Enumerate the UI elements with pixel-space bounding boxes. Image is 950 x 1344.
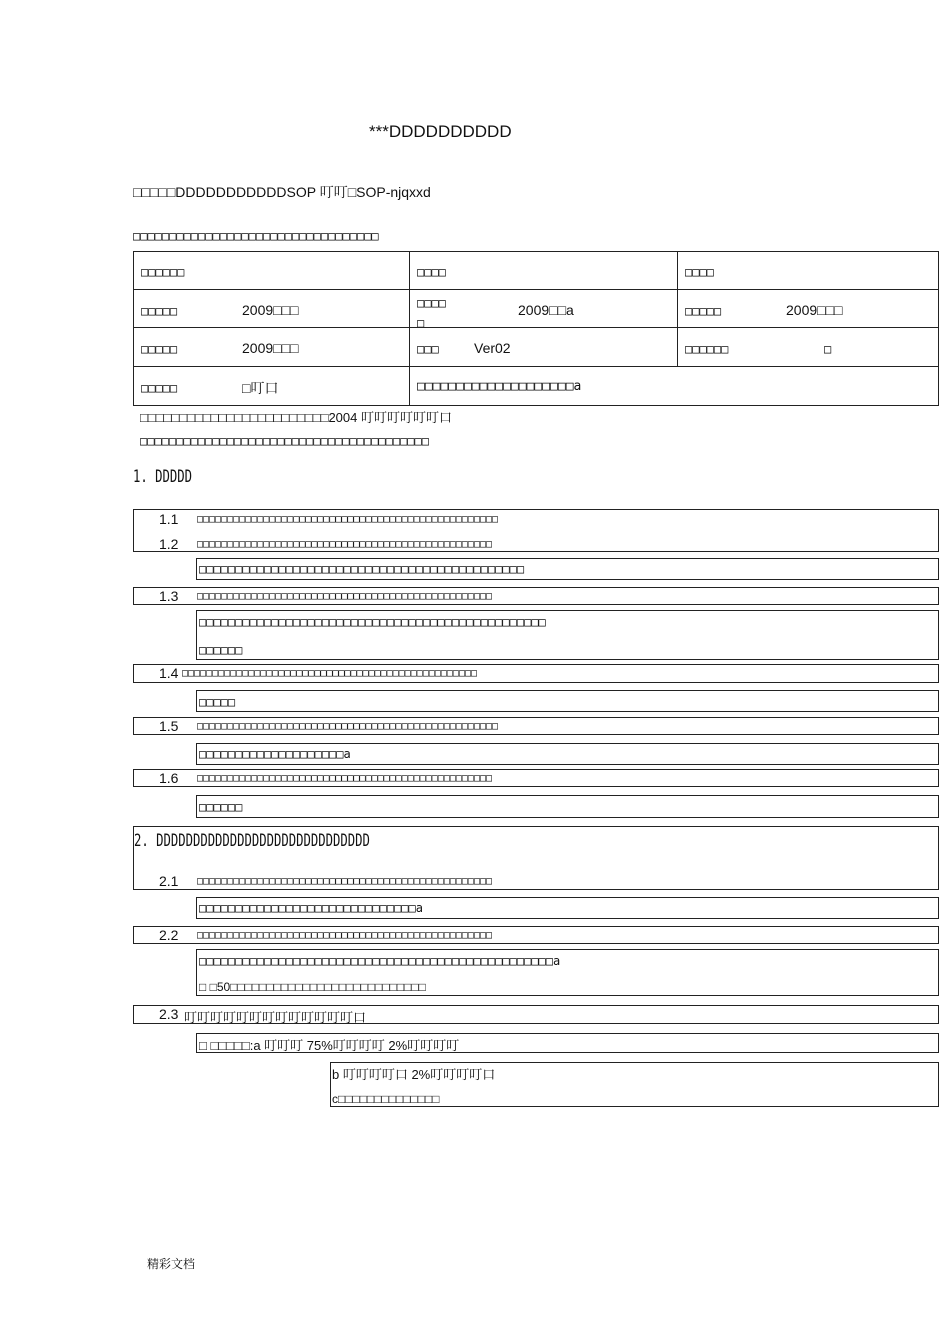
item-text: 叮叮叮叮叮叮叮叮叮叮叮叮叮口 (184, 1010, 367, 1025)
item-subtext: □□□□□□ (199, 643, 243, 657)
item-subtext: □□□□□□ (199, 800, 243, 814)
item-text: □□□□□□□□□□□□□□□□□□□□□□□□□□□□□□□□□□□□□□□□□□□□□□□□□ (197, 539, 493, 550)
cell-label: □□□□□ (141, 304, 178, 318)
info-cell (677, 251, 939, 290)
footer-text: 精彩文档 (147, 1257, 196, 1271)
item-text: □□□□□□□□□□□□□□□□□□□□□□□□□□□□□□□□□□□□□□□□□□□□□□□□□ (197, 930, 493, 941)
cell-value: Ver02 (474, 340, 511, 356)
info-cell (133, 251, 410, 290)
cell-label: □□□□□□□□□□□□□□□□□□□□a (417, 379, 582, 394)
info-cell (677, 289, 939, 328)
info-cell (133, 366, 410, 406)
cell-label: □□□□ (417, 265, 446, 279)
item-number: 2.2 (159, 927, 179, 943)
item-subtext: □□□□□□□□□□□□□□□□□□□□□□□□□□□□□□□□□□□□□□□□□□□□□□□□ (199, 615, 546, 629)
cell-label: □□□□ (417, 296, 446, 310)
list-item (133, 769, 939, 787)
cell-label: □□□□□ (141, 342, 178, 356)
document-title: ***DDDDDDDDDD (369, 122, 512, 141)
list-item-sub (196, 897, 939, 919)
item-number: 2.1 (159, 873, 179, 889)
item-number: 1.4 (159, 665, 179, 681)
info-cell (677, 327, 939, 367)
item-text: □□□□□□□□□□□□□□□□□□□□□□□□□□□□□□□□□□□□□□□□□□□□□□□□□ (182, 668, 478, 679)
info-cell (409, 251, 678, 290)
cell-value: □叮口 (242, 380, 279, 396)
list-item-group (133, 509, 939, 552)
info-cell (409, 327, 678, 367)
section-heading: 1. DDDDD (133, 467, 192, 487)
cell-value: 2009□□□ (242, 340, 299, 356)
item-subtext: c□□□□□□□□□□□□□□ (332, 1092, 440, 1106)
list-item-sub (196, 558, 939, 580)
list-item-sub (196, 1033, 939, 1053)
item-subtext: □□□□□□□□□□□□□□□□□□□□□□□□□□□□□□a (199, 901, 423, 915)
item-text: □□□□□□□□□□□□□□□□□□□□□□□□□□□□□□□□□□□□□□□□□□□□□□□□□ (197, 773, 493, 784)
info-cell (409, 366, 939, 406)
cell-value: 2009□□□ (786, 302, 843, 318)
item-subtext: □□□□□□□□□□□□□□□□□□□□□□□□□□□□□□□□□□□□□□□□□□□□□ (199, 562, 525, 576)
cell-value: 2009□□□ (242, 302, 299, 318)
item-number: 1.6 (159, 770, 179, 786)
item-subtext: □□□□□□□□□□□□□□□□□□□□a (199, 747, 351, 761)
table-caption: □□□□□□□□□□□□□□□□□□□□□□□□□□□□□□□□□□ (133, 229, 379, 243)
item-number: 1.5 (159, 718, 179, 734)
item-number: 2.3 (159, 1006, 179, 1022)
cell-label: □□□□ (685, 265, 714, 279)
list-item-sub (330, 1062, 939, 1107)
item-text: □□□□□□□□□□□□□□□□□□□□□□□□□□□□□□□□□□□□□□□□□□□□□□□□□ (197, 591, 493, 602)
info-cell (133, 327, 410, 367)
item-text: □□□□□□□□□□□□□□□□□□□□□□□□□□□□□□□□□□□□□□□□□□□□□□□□□ (197, 876, 493, 887)
cell-label-wrap: □ (417, 316, 425, 330)
cell-label: □□□□□ (141, 381, 178, 395)
item-text: □□□□□□□□□□□□□□□□□□□□□□□□□□□□□□□□□□□□□□□□□□□□□□□□□□ (197, 514, 499, 525)
info-cell (409, 289, 678, 328)
item-number: 1.3 (159, 588, 179, 604)
cell-label: □□□□□ (685, 304, 722, 318)
cell-label: □□□□□□ (685, 342, 729, 356)
cell-value: 2009□□a (518, 302, 574, 318)
item-subtext: □ □□□□□:a 叮叮叮 75%叮叮叮叮 2%叮叮叮叮 (199, 1038, 460, 1053)
list-item (133, 587, 939, 605)
cell-value: □ (824, 342, 832, 356)
list-item-sub (196, 690, 939, 712)
item-subtext: □□□□□ (199, 695, 236, 709)
cell-label: □□□□□□ (141, 265, 185, 279)
note-line: □□□□□□□□□□□□□□□□□□□□□□□□□□□□□□□□□□□□□□□□ (140, 434, 429, 448)
info-cell (133, 289, 410, 328)
list-item-sub (196, 610, 939, 660)
list-item (133, 926, 939, 944)
list-item (133, 717, 939, 735)
item-text: □□□□□□□□□□□□□□□□□□□□□□□□□□□□□□□□□□□□□□□□□□□□□□□□□□ (197, 721, 499, 732)
item-subtext: □ □50□□□□□□□□□□□□□□□□□□□□□□□□□□□ (199, 980, 426, 994)
list-item-sub (196, 743, 939, 765)
list-item (133, 664, 939, 683)
section-block (133, 826, 939, 890)
section-heading: 2. DDDDDDDDDDDDDDDDDDDDDDDDDDDDD (134, 831, 370, 851)
list-item (133, 1005, 939, 1024)
note-line: □□□□□□□□□□□□□□□□□□□□□□□□2004 叮叮叮叮叮叮口 (140, 410, 452, 425)
item-subtext: b 叮叮叮叮口 2%叮叮叮叮口 (332, 1067, 496, 1082)
item-number: 1.1 (159, 511, 179, 527)
list-item-sub (196, 795, 939, 818)
item-number: 1.2 (159, 536, 179, 552)
cell-label: □□□ (417, 342, 439, 356)
document-id-line: □□□□□DDDDDDDDDDDSOP 叮叮□SOP-njqxxd (133, 184, 431, 200)
list-item-sub (196, 949, 939, 996)
item-subtext: □□□□□□□□□□□□□□□□□□□□□□□□□□□□□□□□□□□□□□□□□□□□□□□□□a (199, 954, 561, 968)
